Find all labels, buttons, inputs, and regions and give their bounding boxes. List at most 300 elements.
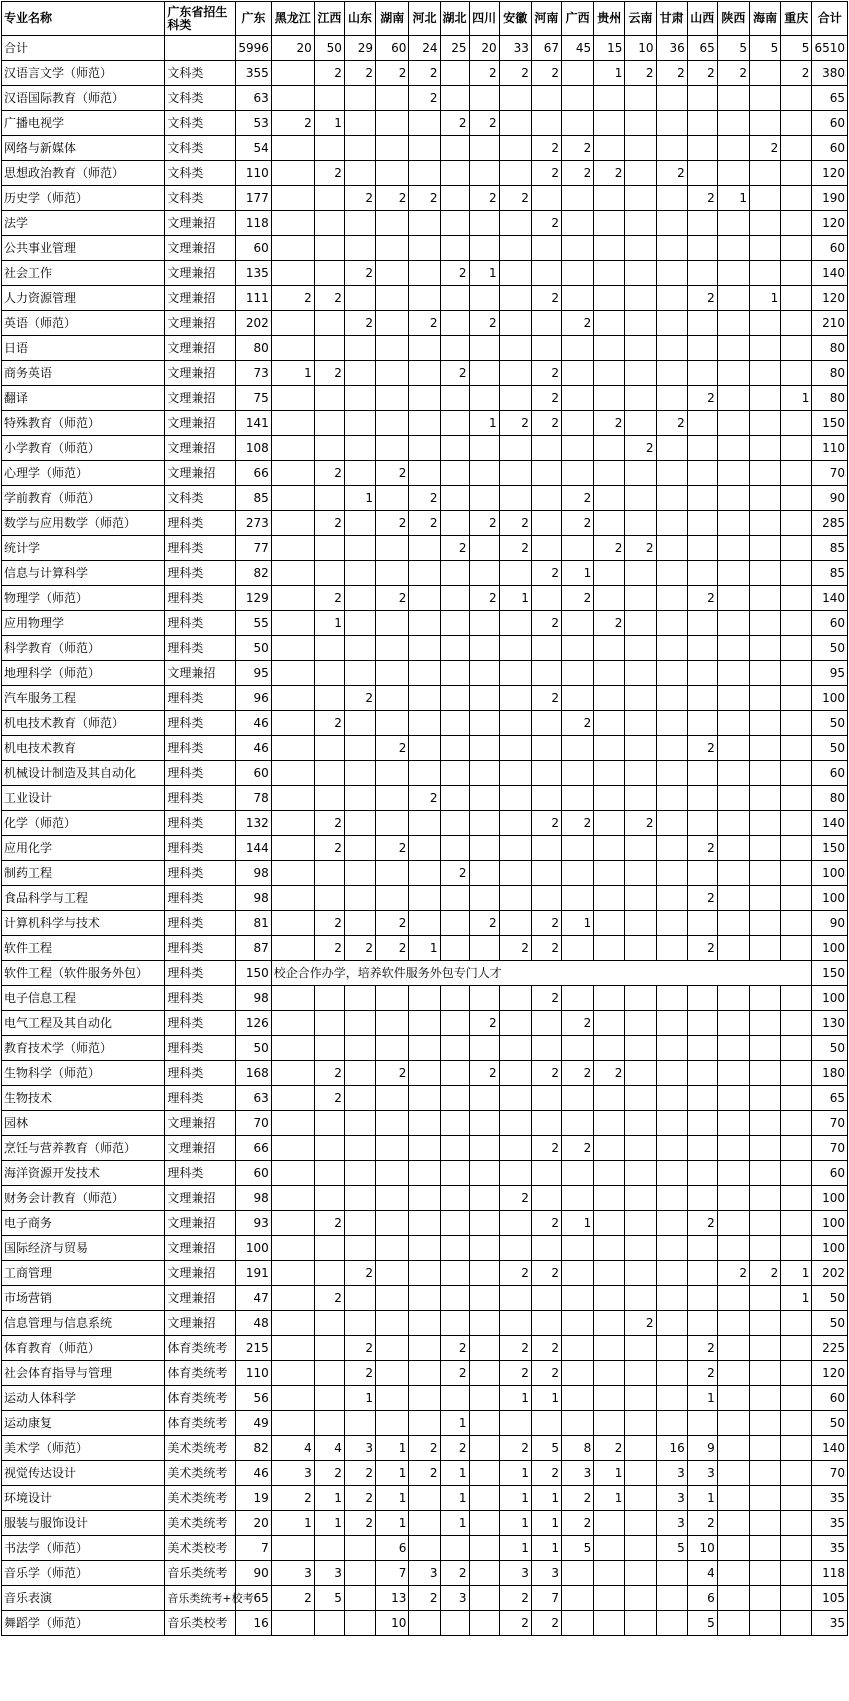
quota-cell (469, 1611, 499, 1636)
quota-cell: 2 (469, 311, 499, 336)
quota-cell (750, 711, 781, 736)
quota-cell: 1 (440, 1411, 469, 1436)
quota-cell (656, 286, 687, 311)
total-cell: 380 (812, 61, 848, 86)
col-header-province: 广西 (561, 2, 593, 36)
quota-cell: 1 (271, 1511, 314, 1536)
quota-cell (314, 861, 344, 886)
quota-cell (594, 261, 625, 286)
category-cell: 理科类 (165, 911, 236, 936)
quota-cell (687, 786, 717, 811)
quota-cell: 46 (236, 736, 271, 761)
quota-cell (344, 561, 375, 586)
quota-cell (656, 736, 687, 761)
major-name-cell: 应用化学 (2, 836, 165, 861)
quota-cell (531, 861, 561, 886)
category-cell: 理科类 (165, 1036, 236, 1061)
quota-cell (271, 1111, 314, 1136)
quota-cell (344, 236, 375, 261)
quota-cell (625, 711, 656, 736)
quota-cell (271, 1011, 314, 1036)
quota-cell: 2 (687, 586, 717, 611)
table-row (2, 1061, 848, 1086)
quota-cell (656, 1211, 687, 1236)
quota-cell: 1 (376, 1461, 409, 1486)
quota-cell (531, 236, 561, 261)
quota-cell: 2 (440, 1561, 469, 1586)
quota-cell (717, 336, 749, 361)
quota-cell: 36 (656, 36, 687, 61)
quota-cell (440, 136, 469, 161)
quota-cell: 50 (236, 1036, 271, 1061)
quota-cell (409, 536, 440, 561)
quota-cell (594, 236, 625, 261)
quota-cell: 2 (271, 286, 314, 311)
quota-cell (409, 586, 440, 611)
quota-cell: 1 (344, 486, 375, 511)
major-name-cell: 软件工程 (2, 936, 165, 961)
quota-cell (561, 686, 593, 711)
quota-cell: 2 (687, 836, 717, 861)
quota-cell (561, 1161, 593, 1186)
major-name-cell: 运动人体科学 (2, 1386, 165, 1411)
quota-cell (271, 786, 314, 811)
quota-cell (625, 661, 656, 686)
quota-cell: 1 (531, 1486, 561, 1511)
table-row (2, 1111, 848, 1136)
table-row (2, 986, 848, 1011)
table-row (2, 936, 848, 961)
col-header-province: 陕西 (717, 2, 749, 36)
quota-cell (271, 1611, 314, 1636)
quota-cell (687, 761, 717, 786)
total-cell: 95 (812, 661, 848, 686)
major-name-cell: 社会工作 (2, 261, 165, 286)
quota-cell (314, 186, 344, 211)
quota-cell: 63 (236, 86, 271, 111)
quota-cell (271, 261, 314, 286)
category-cell: 理科类 (165, 511, 236, 536)
quota-cell (594, 211, 625, 236)
quota-cell: 111 (236, 286, 271, 311)
quota-cell (781, 161, 812, 186)
quota-cell (781, 1536, 812, 1561)
quota-cell (594, 386, 625, 411)
quota-cell (469, 1536, 499, 1561)
table-row (2, 1286, 848, 1311)
quota-cell (781, 786, 812, 811)
quota-cell (376, 1111, 409, 1136)
quota-cell (314, 736, 344, 761)
total-cell: 80 (812, 786, 848, 811)
quota-cell: 2 (314, 711, 344, 736)
quota-cell (376, 986, 409, 1011)
quota-cell: 63 (236, 1086, 271, 1111)
quota-cell (440, 1061, 469, 1086)
quota-cell: 2 (314, 1086, 344, 1111)
category-cell: 文理兼招 (165, 1136, 236, 1161)
quota-cell: 2 (594, 161, 625, 186)
quota-cell: 55 (236, 611, 271, 636)
quota-cell: 48 (236, 1311, 271, 1336)
quota-cell (271, 1136, 314, 1161)
quota-cell (656, 136, 687, 161)
quota-cell: 2 (499, 1586, 531, 1611)
quota-cell: 2 (531, 1211, 561, 1236)
quota-cell (561, 61, 593, 86)
quota-cell (594, 561, 625, 586)
quota-cell (531, 186, 561, 211)
table-row (2, 886, 848, 911)
quota-cell: 96 (236, 686, 271, 711)
quota-cell: 2 (344, 261, 375, 286)
quota-cell (656, 1361, 687, 1386)
quota-cell (717, 161, 749, 186)
quota-cell (469, 711, 499, 736)
quota-cell (499, 1086, 531, 1111)
quota-cell (561, 1111, 593, 1136)
quota-cell (271, 886, 314, 911)
table-row (2, 36, 848, 61)
category-cell: 理科类 (165, 686, 236, 711)
quota-cell (594, 1311, 625, 1336)
quota-cell (687, 361, 717, 386)
quota-cell (271, 511, 314, 536)
quota-cell (499, 136, 531, 161)
quota-cell (531, 736, 561, 761)
quota-cell (409, 1336, 440, 1361)
quota-cell (594, 1236, 625, 1261)
table-row (2, 1236, 848, 1261)
quota-cell: 2 (625, 536, 656, 561)
quota-cell: 2 (687, 1336, 717, 1361)
quota-cell (499, 1136, 531, 1161)
quota-cell (499, 736, 531, 761)
total-cell: 100 (812, 986, 848, 1011)
category-cell: 文理兼招 (165, 1211, 236, 1236)
quota-cell (409, 1511, 440, 1536)
quota-cell (781, 311, 812, 336)
quota-cell: 2 (561, 486, 593, 511)
category-cell: 文理兼招 (165, 361, 236, 386)
quota-cell: 202 (236, 311, 271, 336)
major-name-cell: 合计 (2, 36, 165, 61)
quota-cell (594, 686, 625, 711)
quota-cell (717, 1386, 749, 1411)
quota-cell (781, 511, 812, 536)
quota-cell (750, 1561, 781, 1586)
quota-cell: 355 (236, 61, 271, 86)
quota-cell (440, 486, 469, 511)
quota-cell: 2 (531, 1061, 561, 1086)
quota-cell (625, 1236, 656, 1261)
quota-cell (781, 661, 812, 686)
quota-cell: 81 (236, 911, 271, 936)
category-cell: 文理兼招 (165, 1286, 236, 1311)
quota-cell (376, 411, 409, 436)
category-cell: 文理兼招 (165, 261, 236, 286)
quota-cell: 87 (236, 936, 271, 961)
total-cell: 150 (812, 411, 848, 436)
quota-cell (781, 686, 812, 711)
quota-cell (531, 1186, 561, 1211)
major-name-cell: 制药工程 (2, 861, 165, 886)
total-cell: 35 (812, 1536, 848, 1561)
quota-cell (561, 886, 593, 911)
quota-cell: 1 (469, 261, 499, 286)
table-row (2, 211, 848, 236)
quota-cell: 75 (236, 386, 271, 411)
category-cell (165, 36, 236, 61)
quota-cell (750, 436, 781, 461)
table-row (2, 236, 848, 261)
quota-cell (344, 811, 375, 836)
quota-cell (409, 136, 440, 161)
quota-cell (625, 1436, 656, 1461)
quota-cell (499, 836, 531, 861)
quota-cell: 2 (687, 1211, 717, 1236)
col-header-province: 重庆 (781, 2, 812, 36)
category-cell: 理科类 (165, 811, 236, 836)
quota-cell (717, 486, 749, 511)
total-cell: 120 (812, 211, 848, 236)
quota-cell (344, 1211, 375, 1236)
quota-cell (656, 1011, 687, 1036)
quota-cell (344, 136, 375, 161)
quota-cell (440, 711, 469, 736)
table-row (2, 411, 848, 436)
major-name-cell: 美术学（师范） (2, 1436, 165, 1461)
quota-cell: 2 (409, 86, 440, 111)
quota-cell: 110 (236, 161, 271, 186)
quota-cell (344, 1561, 375, 1586)
category-cell: 文理兼招 (165, 1186, 236, 1211)
table-row (2, 61, 848, 86)
quota-cell (499, 436, 531, 461)
quota-cell (314, 786, 344, 811)
quota-cell: 3 (656, 1461, 687, 1486)
quota-cell: 2 (376, 911, 409, 936)
quota-cell (531, 536, 561, 561)
category-cell: 文理兼招 (165, 411, 236, 436)
quota-cell: 2 (531, 811, 561, 836)
quota-cell (625, 1536, 656, 1561)
quota-cell: 2 (314, 586, 344, 611)
quota-cell: 15 (594, 36, 625, 61)
quota-cell (781, 711, 812, 736)
quota-cell (499, 611, 531, 636)
quota-cell (344, 1611, 375, 1636)
category-cell: 文理兼招 (165, 1311, 236, 1336)
total-cell: 90 (812, 486, 848, 511)
quota-cell (376, 336, 409, 361)
quota-cell (271, 1261, 314, 1286)
major-name-cell: 国际经济与贸易 (2, 1236, 165, 1261)
quota-cell (750, 1236, 781, 1261)
quota-cell (625, 236, 656, 261)
major-name-cell: 学前教育（师范） (2, 486, 165, 511)
quota-cell: 2 (376, 736, 409, 761)
quota-cell (656, 636, 687, 661)
quota-cell (717, 311, 749, 336)
major-name-cell: 应用物理学 (2, 611, 165, 636)
quota-cell: 5 (750, 36, 781, 61)
table-row (2, 1611, 848, 1636)
quota-cell (781, 911, 812, 936)
quota-cell (440, 86, 469, 111)
quota-cell (594, 336, 625, 361)
total-cell: 60 (812, 611, 848, 636)
table-row (2, 1211, 848, 1236)
major-name-cell: 物理学（师范） (2, 586, 165, 611)
quota-cell (314, 311, 344, 336)
table-row (2, 136, 848, 161)
quota-cell (625, 286, 656, 311)
quota-cell (781, 1061, 812, 1086)
quota-cell (717, 436, 749, 461)
quota-cell (440, 236, 469, 261)
quota-cell (271, 1211, 314, 1236)
quota-cell: 7 (531, 1586, 561, 1611)
quota-cell (561, 1311, 593, 1336)
quota-cell (469, 986, 499, 1011)
quota-cell (499, 1286, 531, 1311)
quota-cell (750, 1586, 781, 1611)
quota-cell (656, 111, 687, 136)
quota-cell (750, 361, 781, 386)
quota-cell (717, 286, 749, 311)
total-cell: 60 (812, 111, 848, 136)
quota-cell (687, 611, 717, 636)
quota-cell (717, 361, 749, 386)
quota-cell (409, 1086, 440, 1111)
table-row (2, 561, 848, 586)
quota-cell (376, 636, 409, 661)
table-row (2, 1186, 848, 1211)
quota-cell (656, 811, 687, 836)
quota-cell (656, 1086, 687, 1111)
quota-cell (344, 461, 375, 486)
quota-cell (271, 1161, 314, 1186)
quota-cell (561, 661, 593, 686)
quota-cell (271, 1286, 314, 1311)
quota-cell (314, 386, 344, 411)
quota-cell (409, 1111, 440, 1136)
quota-cell: 2 (561, 136, 593, 161)
quota-cell (717, 1111, 749, 1136)
quota-cell (314, 1011, 344, 1036)
quota-cell (687, 86, 717, 111)
table-row (2, 1086, 848, 1111)
quota-cell (625, 161, 656, 186)
quota-cell (656, 1111, 687, 1136)
quota-cell: 93 (236, 1211, 271, 1236)
quota-cell (750, 1086, 781, 1111)
quota-cell: 129 (236, 586, 271, 611)
quota-cell (469, 1186, 499, 1211)
major-name-cell: 机电技术教育（师范） (2, 711, 165, 736)
total-cell: 90 (812, 911, 848, 936)
quota-cell (314, 1361, 344, 1386)
quota-cell (717, 1211, 749, 1236)
major-name-cell: 电气工程及其自动化 (2, 1011, 165, 1036)
quota-cell (376, 1211, 409, 1236)
quota-cell (625, 736, 656, 761)
quota-cell (656, 661, 687, 686)
major-name-cell: 市场营销 (2, 1286, 165, 1311)
quota-cell (561, 1036, 593, 1061)
table-row (2, 111, 848, 136)
quota-cell (656, 836, 687, 861)
quota-cell: 1 (781, 386, 812, 411)
quota-cell: 2 (409, 486, 440, 511)
total-cell: 35 (812, 1486, 848, 1511)
quota-cell (561, 86, 593, 111)
quota-cell: 1 (499, 586, 531, 611)
table-row (2, 511, 848, 536)
quota-cell (750, 1111, 781, 1136)
quota-cell: 2 (531, 361, 561, 386)
major-name-cell: 环境设计 (2, 1486, 165, 1511)
quota-cell (469, 886, 499, 911)
quota-cell: 1 (561, 911, 593, 936)
table-row (2, 336, 848, 361)
quota-cell (625, 611, 656, 636)
quota-cell (750, 1436, 781, 1461)
quota-cell: 150 (236, 961, 271, 986)
table-row (2, 361, 848, 386)
category-cell: 体育类统考 (165, 1361, 236, 1386)
quota-cell (561, 1361, 593, 1386)
quota-cell: 2 (499, 1186, 531, 1211)
table-row (2, 711, 848, 736)
quota-cell: 2 (717, 61, 749, 86)
quota-cell (409, 611, 440, 636)
quota-cell (469, 1086, 499, 1111)
quota-cell: 2 (531, 986, 561, 1011)
quota-cell (344, 986, 375, 1011)
quota-cell (781, 86, 812, 111)
quota-cell: 1 (499, 1536, 531, 1561)
quota-cell: 2 (656, 411, 687, 436)
quota-cell (594, 661, 625, 686)
quota-cell (499, 261, 531, 286)
col-header-province: 山东 (344, 2, 375, 36)
total-cell: 100 (812, 886, 848, 911)
quota-cell (469, 1361, 499, 1386)
major-name-cell: 数学与应用数学（师范） (2, 511, 165, 536)
col-header-province: 四川 (469, 2, 499, 36)
quota-cell (717, 811, 749, 836)
quota-cell (376, 1261, 409, 1286)
quota-cell: 98 (236, 861, 271, 886)
quota-cell (376, 1086, 409, 1111)
quota-cell: 3 (561, 1461, 593, 1486)
quota-cell (594, 1086, 625, 1111)
quota-cell (271, 736, 314, 761)
quota-cell (440, 811, 469, 836)
quota-cell (561, 386, 593, 411)
category-cell: 美术类统考 (165, 1486, 236, 1511)
quota-cell (687, 1411, 717, 1436)
total-cell: 100 (812, 1236, 848, 1261)
quota-cell (499, 986, 531, 1011)
quota-cell (531, 511, 561, 536)
quota-cell (750, 161, 781, 186)
quota-cell (594, 461, 625, 486)
quota-cell: 1 (781, 1286, 812, 1311)
quota-cell (499, 386, 531, 411)
